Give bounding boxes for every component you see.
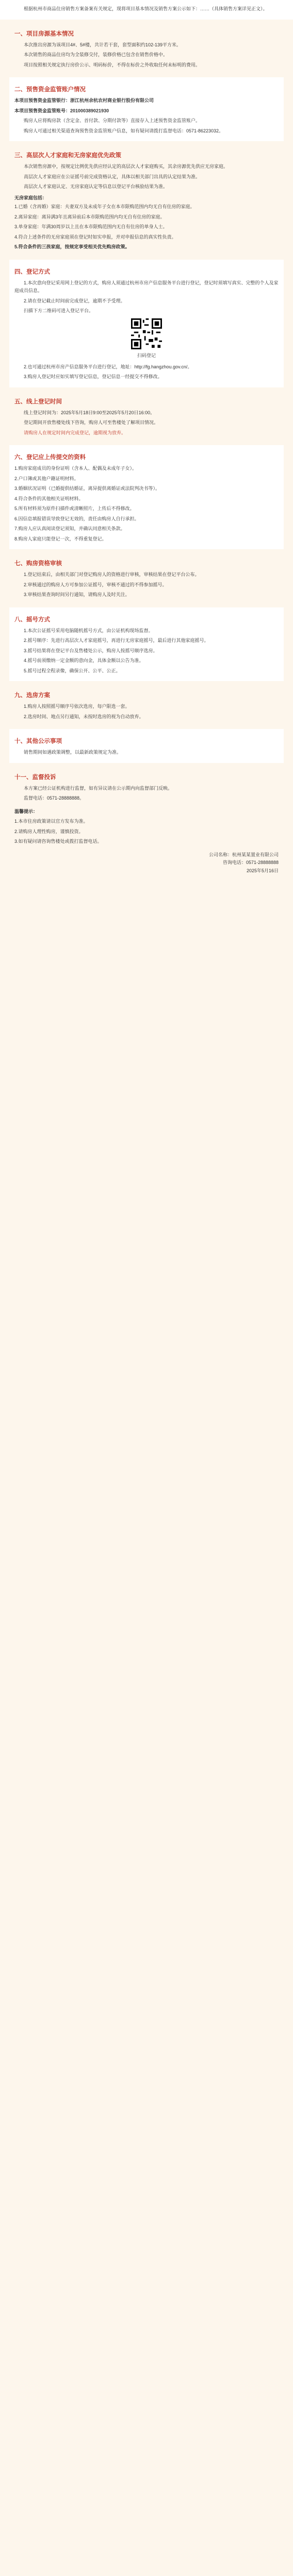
- section-4-para: 2.请在登记截止时间前完成登记，逾期不予受理。: [24, 298, 125, 303]
- section-6-para: 5.所有材料须为原件扫描件或清晰照片，上传后不得修改。: [14, 506, 135, 511]
- section-9: [9, 683, 284, 727]
- intro-section: [0, 0, 293, 20]
- footer-company: 公司名称：杭州某某置业有限公司: [208, 852, 279, 857]
- section-5-highlight: 请购房人在规定时间内完成登记，逾期视为放弃。: [24, 430, 126, 435]
- section-5-title: 五、线上登记时间: [14, 398, 62, 405]
- section-3-subtitle: 无房家庭包括：: [14, 195, 47, 200]
- section-5-para: 登记期间开放售楼处线下咨询，购房人可至售楼处了解项目情况。: [24, 420, 159, 425]
- qr-label: 扫码登记: [137, 353, 156, 358]
- section-8-para: 1.本次公证摇号采用电脑随机摇号方式，由公证机构现场监督。: [24, 628, 153, 633]
- footer: [14, 851, 279, 875]
- section-1-para: 本次推出房源为该项目4#、5#楼，共计若干套，套型面积约102-139平方米。: [24, 42, 182, 47]
- notes-title: 温馨提示：: [14, 808, 38, 814]
- notes-item: 1.本市住房政策请以官方发布为准。: [14, 819, 88, 824]
- section-9-title: 九、选房方案: [14, 692, 50, 699]
- page: [0, 0, 293, 881]
- section-2-title: 二、预售资金监管账户情况: [14, 87, 86, 93]
- section-2: [9, 77, 284, 141]
- qr-code-icon[interactable]: [131, 318, 162, 349]
- section-5: [9, 389, 284, 444]
- section-6-para: 8.购房人家庭只能登记一次，不得重复登记。: [14, 536, 107, 541]
- section-2-account: 本项目预售资金监管账号：201000389021930: [14, 108, 109, 113]
- section-6-para: 2.户口簿或其他户籍证明材料。: [14, 476, 79, 481]
- section-8-para: 2.摇号顺序：先进行高层次人才家庭摇号，再进行无房家庭摇号，最后进行其他家庭摇号。: [24, 638, 209, 643]
- section-3-para: 本次销售房源中，按规定比例优先供应经认定的高层次人才家庭购买，其余房源优先供应无房家庭。: [24, 164, 229, 169]
- section-4-para: 1.本次意向登记采用网上登记的方式，购房人须通过杭州市房产信息服务平台进行登记，登记时须填写真实、完整的个人及家庭成员信息。: [14, 280, 279, 293]
- section-7-para: 1.登记结束后，由相关部门对登记购房人的资格进行审核，审核结果在登记平台公布。: [24, 572, 200, 577]
- section-11-title: 十一、监督投诉: [14, 774, 56, 781]
- section-10-para: 销售期间如遇政策调整，以最新政策规定为准。: [24, 750, 122, 755]
- section-6: [9, 445, 284, 549]
- section-11-para: 监督电话：0571-28888888。: [24, 795, 85, 801]
- section-7-para: 2.审核通过的购房人方可参加公证摇号，审核不通过的不得参加摇号。: [24, 582, 167, 587]
- section-3-para: 高层次人才家庭应在公证摇号前完成资格认定，具体以相关部门出具的认定结果为准。: [24, 174, 201, 179]
- section-6-para: 3.婚姻状况证明（已婚提供结婚证，离异提供离婚证或法院判决书等）。: [14, 486, 160, 491]
- section-4-link[interactable]: 2.也可通过杭州市房产信息服务平台进行登记，地址：http://fg.hangzhou.gov.cn/。: [24, 364, 192, 369]
- section-8-para: 3.摇号结果将在登记平台及售楼处公示，购房人按摇号顺序选房。: [24, 648, 158, 653]
- section-9-para: 2.选房时间、地点另行通知，未按时选房的视为自动放弃。: [24, 714, 144, 719]
- section-1: [9, 22, 284, 76]
- section-3-title: 三、高层次人才家庭和无房家庭优先政策: [14, 152, 121, 159]
- section-6-para: 1.购房家庭成员的身份证明（含本人、配偶及未成年子女）。: [14, 466, 137, 471]
- section-6-para: 6.因信息填报错误导致登记无效的，责任由购房人自行承担。: [14, 516, 139, 521]
- section-4: [9, 260, 284, 387]
- qr-code-wrap: [14, 318, 279, 360]
- footer-phone: 咨询电话：0571-28888888: [222, 860, 279, 865]
- section-6-para: 7.购房人应认真阅读登记须知，并确认同意相关条款。: [14, 526, 125, 531]
- section-3: [9, 143, 284, 258]
- section-2-para: 购房人应将购房款（含定金、首付款、分期付款等）直接存入上述预售资金监管账户。: [24, 118, 201, 123]
- section-8-para: 4.摇号前须缴纳一定金额的意向金，具体金额以公告为准。: [24, 658, 144, 663]
- section-3-item: 2.离异家庭：离异满3年且离异前后本市限购范围内均无自有住房的家庭。: [14, 214, 165, 219]
- section-7-para: 3.审核结果查询时间另行通知，请购房人及时关注。: [24, 592, 130, 597]
- section-7: [9, 551, 284, 605]
- intro-text: 根据杭州市商品住房销售方案备案有关规定，现将项目基本情况及销售方案公示如下：……（具体销售方案详见正文）。: [24, 6, 268, 11]
- section-2-para: 购房人可通过相关渠道查询预售资金监管账户信息，如有疑问请拨打监督电话：0571-86223032。: [24, 128, 224, 133]
- section-2-bank: 本项目预售资金监管银行：浙江杭州余杭农村商业银行股份有限公司: [14, 98, 154, 103]
- section-10-title: 十、其他公示事项: [14, 738, 62, 744]
- section-10: [9, 729, 284, 763]
- section-3-item: 4.符合上述条件的无房家庭须在登记时如实申报，并对申报信息的真实性负责。: [14, 234, 176, 240]
- section-4-title: 四、登记方式: [14, 268, 50, 275]
- section-4-para: 扫描下方二维码可进入登记平台。: [24, 308, 94, 313]
- section-3-item: 3.单身家庭：年满30周岁以上且在本市限购范围内无自有住房的单身人士。: [14, 224, 168, 229]
- section-3-note: 5.符合条件的三孩家庭，按规定享受相关优先购房政策。: [14, 244, 130, 249]
- section-1-para: 项目按照相关规定执行房价公示、明码标价，不得在标价之外收取任何未标明的费用。: [24, 62, 201, 67]
- section-9-para: 1.购房人按照摇号顺序号依次选房，每户限选一套。: [24, 704, 130, 709]
- section-6-title: 六、登记应上传提交的资料: [14, 454, 86, 461]
- notes-item: 2.请购房人理性购房，谨慎投资。: [14, 828, 84, 834]
- section-8: [9, 607, 284, 682]
- section-1-para: 本次销售的商品住房均为全装修交付，装修价格已包含在销售价格中。: [24, 52, 168, 57]
- section-5-para: 线上登记时间为：2025年5月18日9:00至2025年5月20日16:00。: [24, 410, 155, 415]
- footer-date: 2025年5月16日: [246, 868, 279, 873]
- section-7-title: 七、购房资格审核: [14, 561, 62, 567]
- notes-item: 3.如有疑问请咨询售楼处或拨打监督电话。: [14, 839, 102, 844]
- section-11: [9, 765, 284, 879]
- section-6-para: 4.符合条件的其他相关证明材料。: [14, 496, 84, 501]
- section-11-para: 本方案已经公证机构进行监督，如有异议请在公示期内向监督部门反映。: [24, 785, 173, 791]
- section-3-para: 高层次人才家庭认定、无房家庭认定等信息以登记平台核验结果为准。: [24, 184, 168, 189]
- section-8-para: 5.摇号过程全程录像，确保公开、公平、公正。: [24, 668, 121, 673]
- section-3-item: 1.已婚（含再婚）家庭：夫妻双方及未成年子女在本市限购范围内均无自有住房的家庭。: [14, 204, 195, 209]
- section-1-title: 一、项目房源基本情况: [14, 30, 74, 37]
- section-8-title: 八、摇号方式: [14, 616, 50, 623]
- section-4-last: 3.购房人登记时应如实填写登记信息，登记信息一经提交不得修改。: [24, 374, 162, 379]
